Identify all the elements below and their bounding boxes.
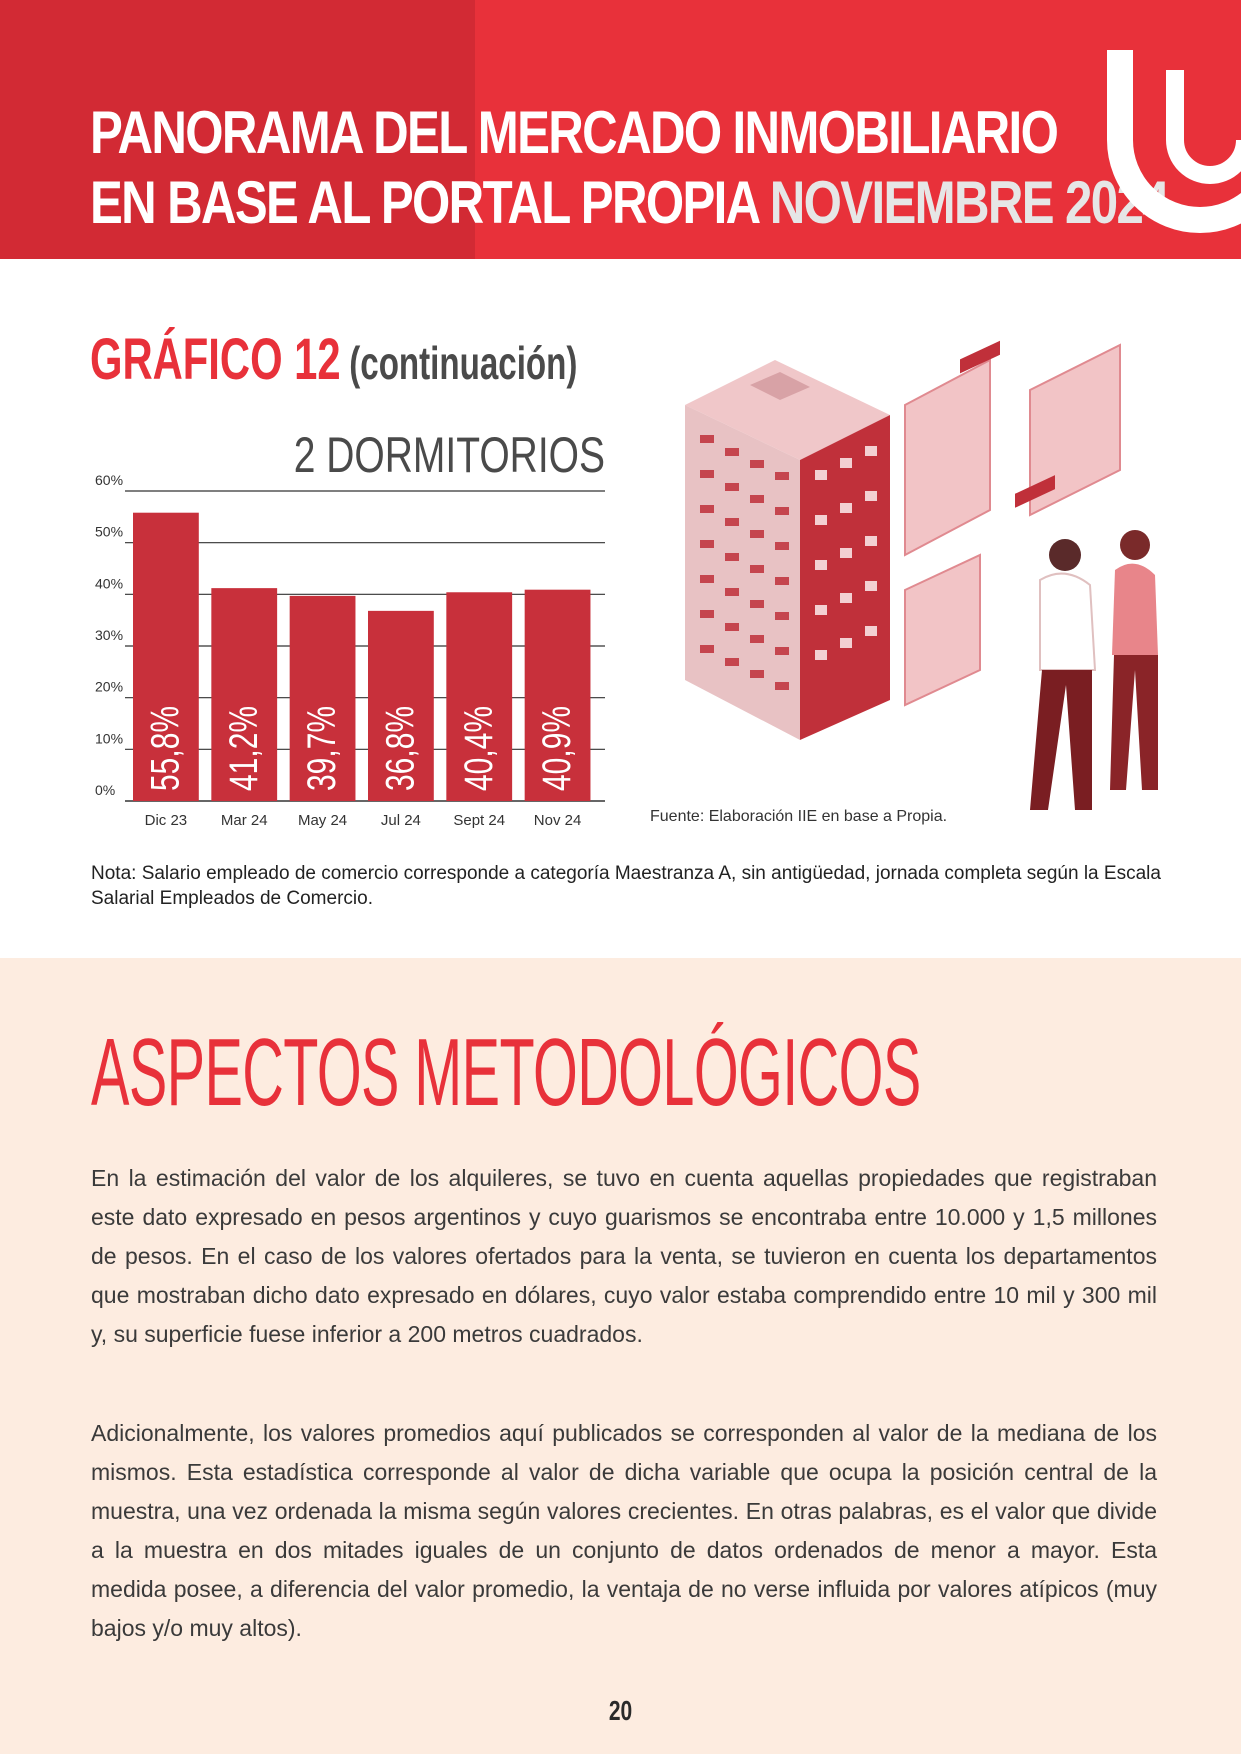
title-line-1: PANORAMA DEL MERCADO INMOBILIARIO [90,99,1058,166]
page-title [90,98,1168,238]
title-accent: NOVIEMBRE 2024 [769,169,1168,236]
bar-value-label: 36,8% [378,705,423,791]
x-tick-label: Jul 24 [380,812,421,829]
chart-heading [90,326,577,393]
y-axis-ticks [95,472,123,798]
x-tick-label: Nov 24 [533,812,582,829]
x-tick-label: Mar 24 [220,812,268,829]
page-number: 20 [608,1695,633,1726]
chart-title: 2 DORMITORIOS [293,426,605,484]
bar-value-label: 39,7% [300,705,345,791]
y-tick-label: 20% [95,678,124,695]
methodology-title: ASPECTOS METODOLÓGICOS [91,1019,921,1126]
brand-logo-icon [1100,20,1241,250]
building-and-people-illustration [680,340,1180,820]
x-tick-label: Sept 24 [453,812,506,829]
title-line-2: EN BASE AL PORTAL PROPIA [90,169,758,236]
y-tick-label: 50% [95,523,124,540]
bar-value-label: 55,8% [143,705,188,791]
chart-source: Fuente: Elaboración IIE en base a Propia. [650,808,948,825]
people-icon [1030,530,1158,810]
chart-note: Nota: Salario empleado de comercio corresponde a categoría Maestranza A, sin antigüedad, jornada completa según la Escala Salarial Empleados de Comercio. [91,863,1161,909]
x-axis-ticks [145,812,582,829]
y-tick-label: 30% [95,627,124,643]
bar-chart [80,420,620,840]
y-tick-label: 40% [95,575,124,592]
page-header [0,0,1241,259]
chart-number: GRÁFICO 12 [90,327,341,392]
bar-value-label: 41,2% [221,705,266,791]
building-icon [685,360,890,740]
methodology-paragraph-2: Adicionalmente, los valores promedios aquí publicados se corresponden al valor de la mediana de los mismos. Esta estadística corresponde al valor de dicha variable que ocupa la posición central de la muestra, una vez ordenada la misma según valores crecientes. En otras palabras, es el valor que divide a la muestra en dos mitades iguales de un conjunto de datos ordenados de menor a mayor. Esta medida posee, a diferencia del valor promedio, la ventaja de no verse influida por valores atípicos (muy bajos y/o muy altos). [91,1420,1157,1641]
x-tick-label: May 24 [297,812,348,829]
x-tick-label: Dic 23 [144,812,188,829]
y-tick-label: 60% [95,472,124,488]
bar-value-label: 40,9% [535,705,580,791]
y-tick-label: 10% [95,730,124,747]
methodology-paragraph-1: En la estimación del valor de los alquileres, se tuvo en cuenta aquellas propiedades que registraban este dato expresado en pesos argentinos y cuyo guarismos se encontraba entre 10.000 y 1,5 millones de pesos. En el caso de los valores ofertados para la venta, se tuvieron en cuenta los departamentos que mostraban dicho dato expresado en dólares, cuyo valor estaba comprendido entre 10 mil y 300 mil y, su superficie fuese inferior a 200 metros cuadrados. [91,1165,1157,1347]
chart-subheading: (continuación) [349,337,578,389]
y-tick-label: 0% [95,782,116,798]
chart-bars [133,513,590,801]
bar-value-label: 40,4% [456,705,501,791]
